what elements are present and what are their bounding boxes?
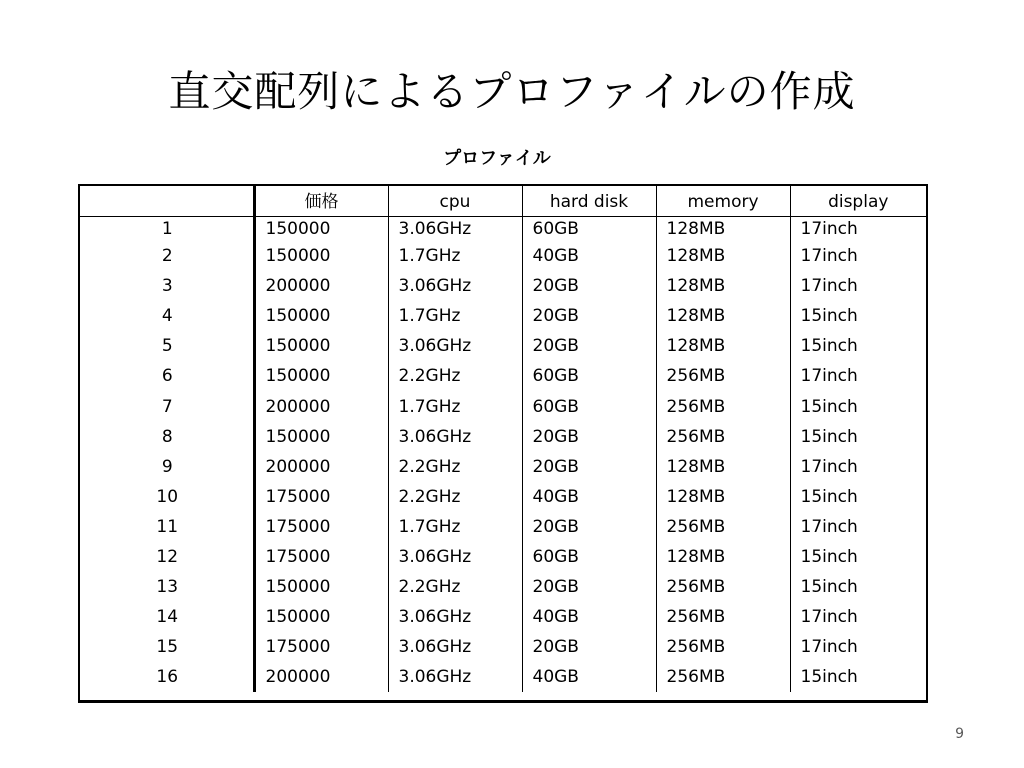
profile-table <box>80 186 926 692</box>
price-cell: 150000 <box>254 422 388 452</box>
display-cell: 15inch <box>790 422 926 452</box>
hard-disk-cell: 20GB <box>522 572 656 602</box>
cpu-cell: 3.06GHz <box>388 632 522 662</box>
price-cell: 200000 <box>254 452 388 482</box>
price-cell: 150000 <box>254 361 388 391</box>
price-cell: 200000 <box>254 271 388 301</box>
price-cell: 200000 <box>254 662 388 692</box>
row-number: 9 <box>161 456 173 477</box>
cpu-cell: 2.2GHz <box>388 452 522 482</box>
hard-disk-cell: 20GB <box>522 271 656 301</box>
cpu-cell: 3.06GHz <box>388 271 522 301</box>
price-cell: 150000 <box>254 331 388 361</box>
table-row <box>80 632 926 662</box>
cpu-cell: 3.06GHz <box>388 542 522 572</box>
cpu-cell: 2.2GHz <box>388 482 522 512</box>
memory-cell: 128MB <box>656 271 790 301</box>
hard-disk-cell: 40GB <box>522 662 656 692</box>
hard-disk-cell: 60GB <box>522 361 656 391</box>
memory-cell: 256MB <box>656 391 790 421</box>
display-cell: 17inch <box>790 602 926 632</box>
display-cell: 17inch <box>790 512 926 542</box>
memory-cell: 256MB <box>656 572 790 602</box>
cpu-cell: 2.2GHz <box>388 361 522 391</box>
memory-cell: 256MB <box>656 632 790 662</box>
price-cell: 150000 <box>254 301 388 331</box>
memory-cell: 128MB <box>656 217 790 242</box>
memory-cell: 256MB <box>656 662 790 692</box>
memory-cell: 256MB <box>656 512 790 542</box>
hard-disk-cell: 20GB <box>522 632 656 662</box>
row-number: 7 <box>161 396 173 417</box>
price-cell: 175000 <box>254 512 388 542</box>
header-memory: memory <box>656 186 790 217</box>
hard-disk-cell: 40GB <box>522 602 656 632</box>
table-row <box>80 542 926 572</box>
price-cell: 150000 <box>254 572 388 602</box>
price-cell: 150000 <box>254 602 388 632</box>
header-hard-disk: hard disk <box>522 186 656 217</box>
memory-cell: 128MB <box>656 542 790 572</box>
row-number: 15 <box>156 637 179 658</box>
cpu-cell: 3.06GHz <box>388 331 522 361</box>
row-number: 16 <box>156 667 179 688</box>
display-cell: 15inch <box>790 482 926 512</box>
table-row <box>80 602 926 632</box>
display-cell: 17inch <box>790 217 926 242</box>
display-cell: 15inch <box>790 662 926 692</box>
memory-cell: 256MB <box>656 602 790 632</box>
price-cell: 150000 <box>254 217 388 242</box>
table-row <box>80 452 926 482</box>
row-number: 4 <box>161 306 173 327</box>
hard-disk-cell: 20GB <box>522 452 656 482</box>
cpu-cell: 3.06GHz <box>388 662 522 692</box>
table-row <box>80 241 926 271</box>
hard-disk-cell: 60GB <box>522 217 656 242</box>
row-number: 6 <box>161 366 173 387</box>
memory-cell: 256MB <box>656 422 790 452</box>
display-cell: 15inch <box>790 331 926 361</box>
table-row <box>80 361 926 391</box>
price-cell: 175000 <box>254 482 388 512</box>
cpu-cell: 2.2GHz <box>388 572 522 602</box>
hard-disk-cell: 20GB <box>522 512 656 542</box>
table-row <box>80 482 926 512</box>
row-number: 5 <box>161 336 173 357</box>
display-cell: 17inch <box>790 271 926 301</box>
cpu-cell: 1.7GHz <box>388 512 522 542</box>
memory-cell: 128MB <box>656 241 790 271</box>
table-row <box>80 422 926 452</box>
memory-cell: 128MB <box>656 452 790 482</box>
memory-cell: 128MB <box>656 331 790 361</box>
table-row <box>80 512 926 542</box>
price-cell: 175000 <box>254 542 388 572</box>
cpu-cell: 1.7GHz <box>388 391 522 421</box>
cpu-cell: 3.06GHz <box>388 602 522 632</box>
display-cell: 15inch <box>790 542 926 572</box>
display-cell: 17inch <box>790 452 926 482</box>
hard-disk-cell: 60GB <box>522 391 656 421</box>
display-cell: 15inch <box>790 391 926 421</box>
table-row <box>80 301 926 331</box>
memory-cell: 256MB <box>656 361 790 391</box>
cpu-cell: 1.7GHz <box>388 301 522 331</box>
memory-cell: 128MB <box>656 482 790 512</box>
display-cell: 17inch <box>790 361 926 391</box>
row-number: 14 <box>156 607 179 628</box>
hard-disk-cell: 40GB <box>522 482 656 512</box>
row-number: 13 <box>156 577 179 598</box>
table-row <box>80 271 926 301</box>
page-number: 9 <box>955 726 964 742</box>
price-cell: 200000 <box>254 391 388 421</box>
table-row <box>80 391 926 421</box>
hard-disk-cell: 60GB <box>522 542 656 572</box>
row-number: 1 <box>161 219 173 239</box>
header-cpu: cpu <box>388 186 522 217</box>
cpu-cell: 3.06GHz <box>388 422 522 452</box>
header-price: 価格 <box>254 186 388 217</box>
hard-disk-cell: 20GB <box>522 301 656 331</box>
display-cell: 17inch <box>790 241 926 271</box>
memory-cell: 128MB <box>656 301 790 331</box>
hard-disk-cell: 20GB <box>522 331 656 361</box>
table-row <box>80 217 926 242</box>
row-number: 2 <box>161 246 173 267</box>
table-row <box>80 662 926 692</box>
hard-disk-cell: 40GB <box>522 241 656 271</box>
table-header-row <box>80 186 926 217</box>
header-index <box>80 186 254 217</box>
display-cell: 15inch <box>790 301 926 331</box>
cpu-cell: 1.7GHz <box>388 241 522 271</box>
price-cell: 175000 <box>254 632 388 662</box>
row-number: 11 <box>156 516 179 537</box>
table-caption: プロファイル <box>443 148 551 169</box>
row-number: 10 <box>156 486 179 507</box>
price-cell: 150000 <box>254 241 388 271</box>
slide-title: 直交配列によるプロファイルの作成 <box>168 67 856 117</box>
header-display: display <box>790 186 926 217</box>
display-cell: 17inch <box>790 632 926 662</box>
row-number: 8 <box>161 426 173 447</box>
row-number: 12 <box>156 546 179 567</box>
display-cell: 15inch <box>790 572 926 602</box>
profile-table-frame <box>78 184 928 703</box>
row-number: 3 <box>161 276 173 297</box>
cpu-cell: 3.06GHz <box>388 217 522 242</box>
table-body <box>80 217 926 693</box>
table-row <box>80 572 926 602</box>
table-row <box>80 331 926 361</box>
hard-disk-cell: 20GB <box>522 422 656 452</box>
